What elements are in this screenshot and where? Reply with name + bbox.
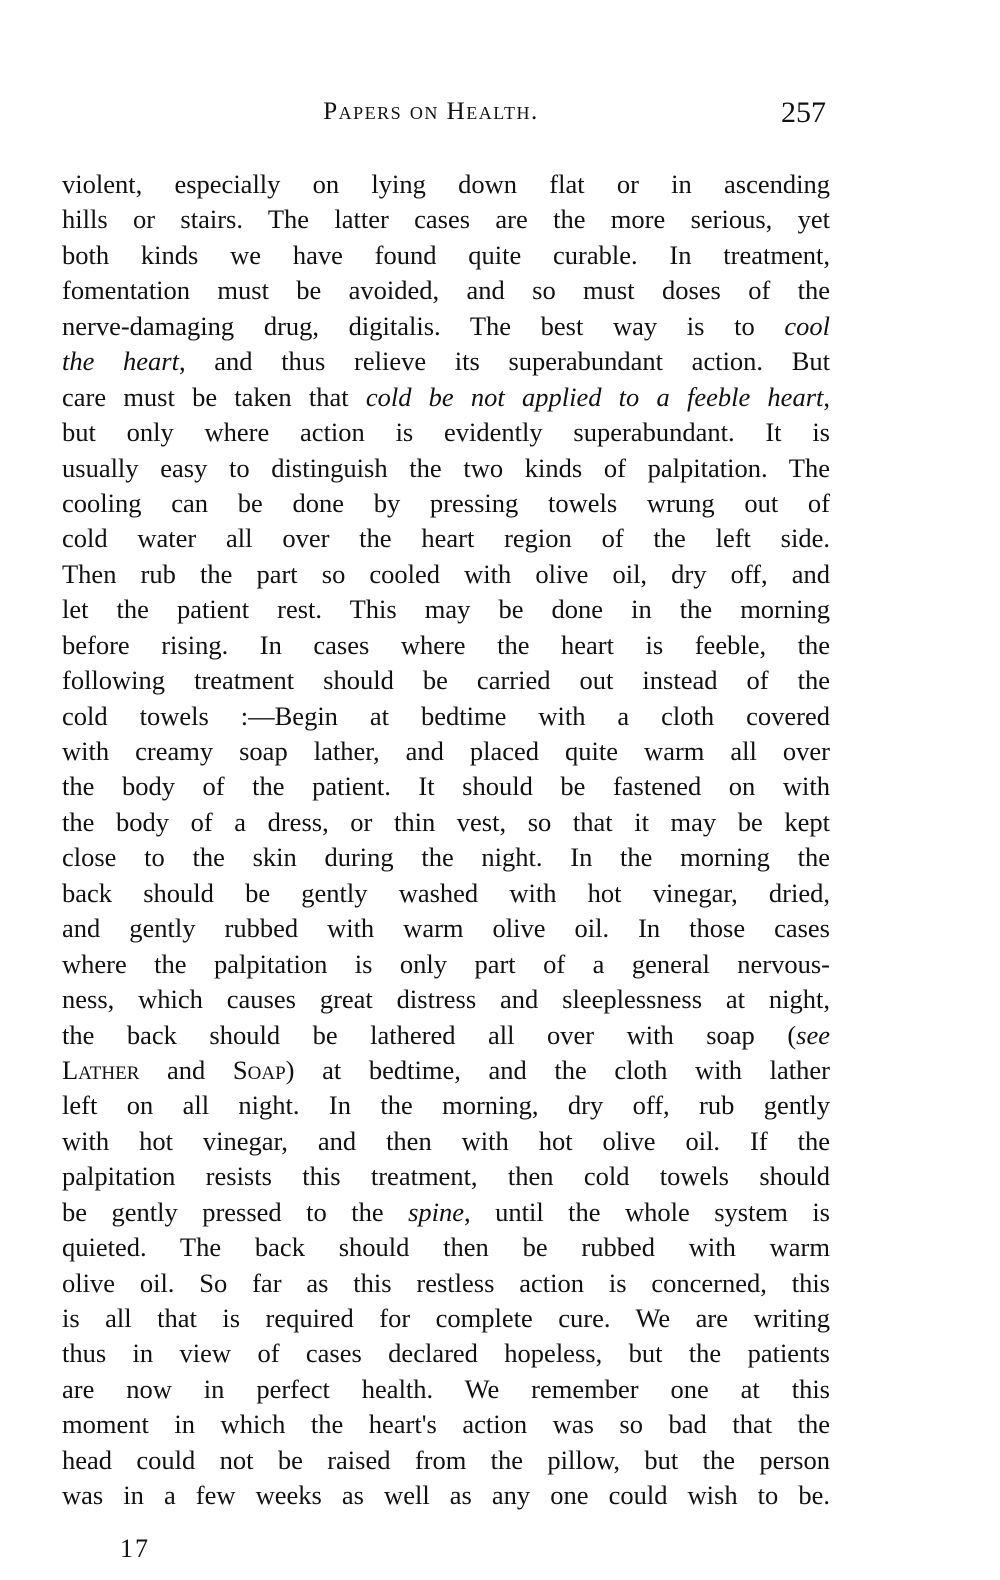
text-line	[62, 911, 830, 946]
text-line-content	[62, 486, 830, 521]
text-line	[62, 167, 830, 202]
text-line	[62, 486, 830, 521]
text-line-content	[62, 805, 830, 840]
text-line-content	[62, 734, 830, 769]
text-line	[62, 840, 830, 875]
text-line-content	[62, 1443, 830, 1478]
text-line-content	[62, 947, 830, 982]
text-segment: but only where action is evidently superabundant. It is	[62, 417, 830, 448]
text-segment: hills or stairs. The latter cases are the more serious, yet	[62, 204, 830, 235]
text-line-content	[62, 628, 830, 663]
text-line	[62, 1266, 830, 1301]
text-line	[62, 876, 830, 911]
text-line	[62, 415, 830, 450]
text-line	[62, 1478, 830, 1513]
text-segment: moment in which the heart's action was so bad that the	[62, 1409, 830, 1440]
italic-text: the heart	[62, 346, 179, 377]
text-line	[62, 592, 830, 627]
text-line	[62, 1336, 830, 1371]
text-line-content	[62, 592, 830, 627]
text-segment: ness, which causes great distress and sleeplessness at night,	[62, 984, 830, 1015]
text-segment: thus in view of cases declared hopeless, but the patients	[62, 1338, 830, 1369]
text-segment: olive oil. So far as this restless action is concerned, this	[62, 1267, 830, 1298]
text-line	[62, 380, 830, 415]
text-segment: left on all night. In the morning, dry off, rub gently	[62, 1090, 830, 1121]
text-line	[62, 1018, 830, 1053]
page-number: 257	[781, 96, 826, 129]
page-header	[62, 96, 830, 136]
text-segment: head could not be raised from the pillow, but the person	[62, 1444, 830, 1475]
text-segment: , and thus relieve its superabundant action. But	[178, 346, 831, 377]
text-segment: fomentation must be avoided, and so must doses of the	[62, 275, 830, 306]
text-segment: the body of a dress, or thin vest, so that it may be kept	[62, 806, 830, 837]
text-line-content	[62, 238, 830, 273]
text-line-content	[62, 202, 830, 237]
text-line	[62, 1407, 830, 1442]
text-line-content	[62, 273, 830, 308]
text-segment: are now in perfect health. We remember one at this	[62, 1373, 830, 1404]
text-segment: usually easy to distinguish the two kinds of palpitation. The	[62, 452, 830, 483]
text-segment: Then rub the part so cooled with olive oil, dry off, and	[62, 558, 830, 589]
text-line	[62, 805, 830, 840]
italic-text: cold be not applied to a feeble heart	[365, 381, 824, 412]
text-segment: following treatment should be carried out instead of the	[62, 665, 830, 696]
text-line-content	[62, 1336, 830, 1371]
text-line-content	[62, 1230, 830, 1265]
text-line-content	[62, 380, 830, 415]
text-segment: where the palpitation is only part of a general nervous-	[62, 948, 830, 979]
text-segment: , until the whole system is	[464, 1196, 830, 1227]
text-segment: was in a few weeks as well as any one could wish to be.	[62, 1480, 830, 1511]
text-segment: violent, especially on lying down flat or in ascending	[62, 169, 830, 199]
text-segment: quieted. The back should then be rubbed with warm	[62, 1232, 830, 1263]
text-line	[62, 628, 830, 663]
text-line	[62, 947, 830, 982]
text-line-content	[62, 982, 830, 1017]
text-line-content	[62, 557, 830, 592]
text-segment: cold towels :—Begin at bedtime with a cloth covered	[62, 700, 830, 731]
italic-text: see	[796, 1019, 830, 1050]
text-segment: palpitation resists this treatment, then cold towels should	[62, 1161, 830, 1192]
signature-mark: 17	[120, 1534, 150, 1563]
text-line	[62, 982, 830, 1017]
text-line	[62, 238, 830, 273]
text-segment: with hot vinegar, and then with hot olive oil. If the	[62, 1125, 830, 1156]
body-text	[62, 167, 830, 1514]
text-line	[62, 1159, 830, 1194]
text-line	[62, 1443, 830, 1478]
text-line	[62, 1124, 830, 1159]
text-line-content	[62, 840, 830, 875]
text-line	[62, 202, 830, 237]
small-caps-text: Lather	[62, 1054, 140, 1085]
text-line-content	[62, 344, 830, 379]
text-line	[62, 1053, 830, 1088]
text-line-content	[62, 167, 830, 202]
text-segment: let the patient rest. This may be done in the morning	[62, 594, 830, 625]
text-segment: before rising. In cases where the heart is feeble, the	[62, 629, 830, 660]
text-segment: care must be taken that	[62, 381, 366, 412]
text-segment: and gently rubbed with warm olive oil. In those cases	[62, 913, 830, 944]
text-line	[62, 273, 830, 308]
italic-text: cool	[784, 310, 830, 341]
text-line-content	[62, 1407, 830, 1442]
text-line	[62, 451, 830, 486]
italic-text: spine	[408, 1196, 464, 1227]
text-segment: is all that is required for complete cure. We are writing	[62, 1303, 830, 1333]
text-line	[62, 1230, 830, 1265]
text-segment: and	[139, 1054, 233, 1085]
text-line-content	[62, 876, 830, 911]
text-line	[62, 769, 830, 804]
text-line-content	[62, 911, 830, 946]
running-title: Papers on Health.	[323, 98, 539, 125]
text-segment: with creamy soap lather, and placed quite warm all over	[62, 736, 830, 766]
text-line-content	[62, 1124, 830, 1159]
text-line-content	[62, 699, 830, 734]
text-segment: ,	[823, 381, 830, 412]
text-segment: close to the skin during the night. In the morning the	[62, 842, 830, 873]
text-line	[62, 557, 830, 592]
text-line-content	[62, 1266, 830, 1301]
text-line	[62, 1372, 830, 1407]
text-line-content	[62, 1018, 830, 1053]
text-line	[62, 344, 830, 379]
text-line	[62, 1195, 830, 1230]
text-line	[62, 1088, 830, 1123]
text-line-content	[62, 415, 830, 450]
text-segment: ) at bedtime, and the cloth with lather	[285, 1054, 830, 1085]
text-segment: be gently pressed to the	[62, 1196, 409, 1227]
text-segment: cold water all over the heart region of the left side.	[62, 523, 830, 554]
text-line-content	[62, 1088, 830, 1123]
text-line	[62, 521, 830, 556]
text-segment: the back should be lathered all over with soap (	[62, 1019, 797, 1050]
text-line	[62, 1301, 830, 1336]
text-line-content	[62, 1195, 830, 1230]
text-line-content	[62, 663, 830, 698]
text-line-content	[62, 769, 830, 804]
text-line-content	[62, 1478, 830, 1513]
text-line	[62, 309, 830, 344]
text-segment: the body of the patient. It should be fastened on with	[62, 771, 830, 802]
text-segment: nerve-damaging drug, digitalis. The best way is to	[62, 310, 785, 341]
text-line-content	[62, 1301, 830, 1336]
text-segment: back should be gently washed with hot vinegar, dried,	[62, 877, 830, 908]
text-line-content	[62, 1372, 830, 1407]
text-line	[62, 734, 830, 769]
text-segment: both kinds we have found quite curable. In treatment,	[62, 239, 830, 270]
text-line-content	[62, 1053, 830, 1088]
text-line	[62, 663, 830, 698]
text-line-content	[62, 309, 830, 344]
text-line-content	[62, 1159, 830, 1194]
text-line-content	[62, 451, 830, 486]
text-segment: cooling can be done by pressing towels wrung out of	[62, 487, 830, 518]
text-line-content	[62, 521, 830, 556]
text-line	[62, 699, 830, 734]
small-caps-text: Soap	[232, 1054, 286, 1085]
